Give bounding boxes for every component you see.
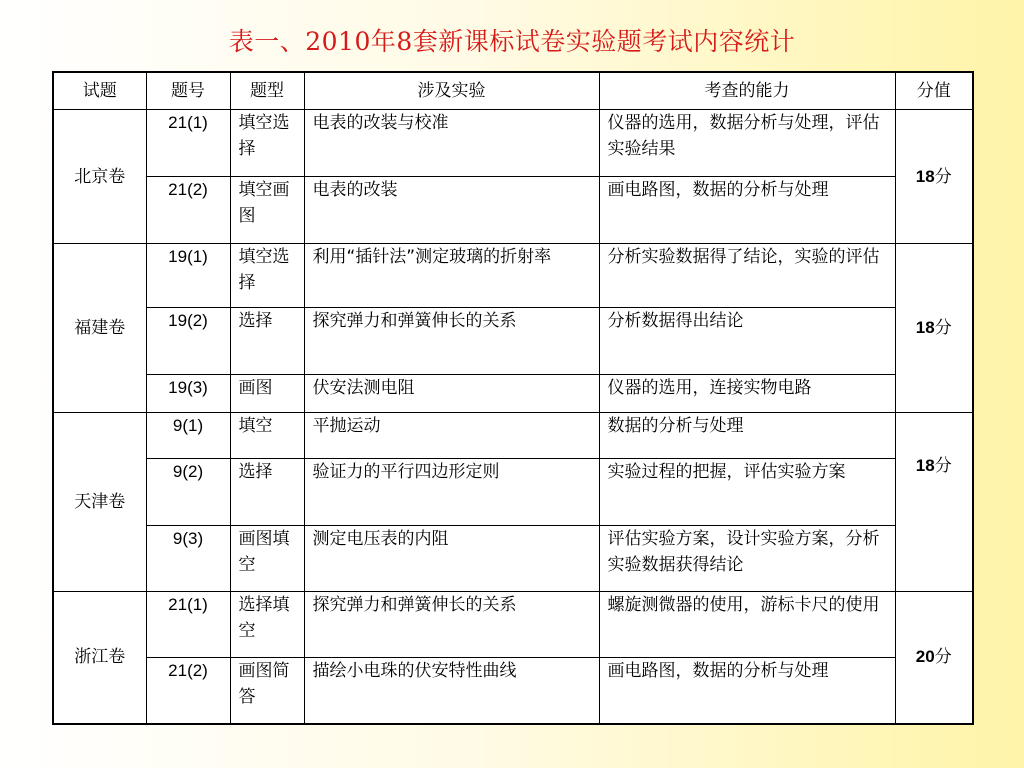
ability-cell: 实验过程的把握，评估实验方案 bbox=[599, 459, 895, 526]
score-number: 20 bbox=[915, 647, 935, 667]
score-number: 18 bbox=[915, 456, 935, 475]
header-ability: 考查的能力 bbox=[599, 72, 895, 110]
type-cell: 选择 bbox=[230, 308, 304, 375]
ability-cell: 螺旋测微器的使用，游标卡尺的使用 bbox=[599, 592, 895, 658]
number-cell: 19(1) bbox=[146, 244, 230, 308]
number-cell: 21(1) bbox=[146, 110, 230, 177]
table-row bbox=[53, 413, 973, 459]
ability-cell: 画电路图，数据的分析与处理 bbox=[599, 177, 895, 244]
number-cell: 21(1) bbox=[146, 592, 230, 658]
table-row bbox=[53, 375, 973, 413]
table-row bbox=[53, 592, 973, 658]
number-cell: 21(2) bbox=[146, 658, 230, 724]
table-row bbox=[53, 308, 973, 375]
ability-cell: 仪器的选用，数据分析与处理，评估实验结果 bbox=[599, 110, 895, 177]
type-cell: 选择填空 bbox=[230, 592, 304, 658]
ability-cell: 分析数据得出结论 bbox=[599, 308, 895, 375]
paper-cell: 天津卷 bbox=[53, 413, 146, 592]
table-row bbox=[53, 110, 973, 177]
experiment-cell: 平抛运动 bbox=[304, 413, 599, 459]
number-cell: 9(2) bbox=[146, 459, 230, 526]
experiment-cell: 探究弹力和弹簧伸长的关系 bbox=[304, 308, 599, 375]
type-cell: 填空选择 bbox=[230, 244, 304, 308]
paper-cell: 浙江卷 bbox=[53, 592, 146, 724]
type-cell: 选择 bbox=[230, 459, 304, 526]
table-row bbox=[53, 244, 973, 308]
experiment-cell: 探究弹力和弹簧伸长的关系 bbox=[304, 592, 599, 658]
experiment-cell: 验证力的平行四边形定则 bbox=[304, 459, 599, 526]
header-row bbox=[53, 72, 973, 110]
type-cell: 画图填空 bbox=[230, 526, 304, 592]
paper-cell: 北京卷 bbox=[53, 110, 146, 244]
score-unit: 分 bbox=[934, 456, 952, 476]
score-unit: 分 bbox=[934, 166, 952, 187]
experiment-cell: 伏安法测电阻 bbox=[304, 375, 599, 413]
experiment-cell: 测定电压表的内阻 bbox=[304, 526, 599, 592]
score-cell bbox=[895, 592, 973, 724]
experiment-cell: 电表的改装与校准 bbox=[304, 110, 599, 177]
score-unit: 分 bbox=[934, 318, 952, 338]
number-cell: 19(2) bbox=[146, 308, 230, 375]
header-paper: 试题 bbox=[53, 72, 146, 110]
table-row bbox=[53, 177, 973, 244]
table-row bbox=[53, 658, 973, 724]
number-cell: 9(3) bbox=[146, 526, 230, 592]
ability-cell: 数据的分析与处理 bbox=[599, 413, 895, 459]
header-type: 题型 bbox=[230, 72, 304, 110]
score-cell bbox=[895, 413, 973, 592]
ability-cell: 评估实验方案，设计实验方案，分析实验数据获得结论 bbox=[599, 526, 895, 592]
experiment-cell: 利用“插针法”测定玻璃的折射率 bbox=[304, 244, 599, 308]
header-score: 分值 bbox=[895, 72, 973, 110]
type-cell: 填空选择 bbox=[230, 110, 304, 177]
type-cell: 填空画图 bbox=[230, 177, 304, 244]
header-experiment: 涉及实验 bbox=[304, 72, 599, 110]
number-cell: 21(2) bbox=[146, 177, 230, 244]
ability-cell: 分析实验数据得了结论，实验的评估 bbox=[599, 244, 895, 308]
experiment-cell: 电表的改装 bbox=[304, 177, 599, 244]
paper-cell: 福建卷 bbox=[53, 244, 146, 413]
ability-cell: 画电路图，数据的分析与处理 bbox=[599, 658, 895, 724]
statistics-table bbox=[52, 71, 974, 725]
type-cell: 填空 bbox=[230, 413, 304, 459]
type-cell: 画图简答 bbox=[230, 658, 304, 724]
score-unit: 分 bbox=[934, 647, 952, 668]
table-row bbox=[53, 526, 973, 592]
header-number: 题号 bbox=[146, 72, 230, 110]
score-cell bbox=[895, 110, 973, 244]
score-cell bbox=[895, 244, 973, 413]
experiment-cell: 描绘小电珠的伏安特性曲线 bbox=[304, 658, 599, 724]
number-cell: 9(1) bbox=[146, 413, 230, 459]
score-number: 18 bbox=[915, 166, 935, 186]
type-cell: 画图 bbox=[230, 375, 304, 413]
page-title: 表一、2010年8套新课标试卷实验题考试内容统计 bbox=[228, 27, 796, 56]
ability-cell: 仪器的选用，连接实物电路 bbox=[599, 375, 895, 413]
table-row bbox=[53, 459, 973, 526]
score-number: 18 bbox=[915, 318, 935, 337]
number-cell: 19(3) bbox=[146, 375, 230, 413]
